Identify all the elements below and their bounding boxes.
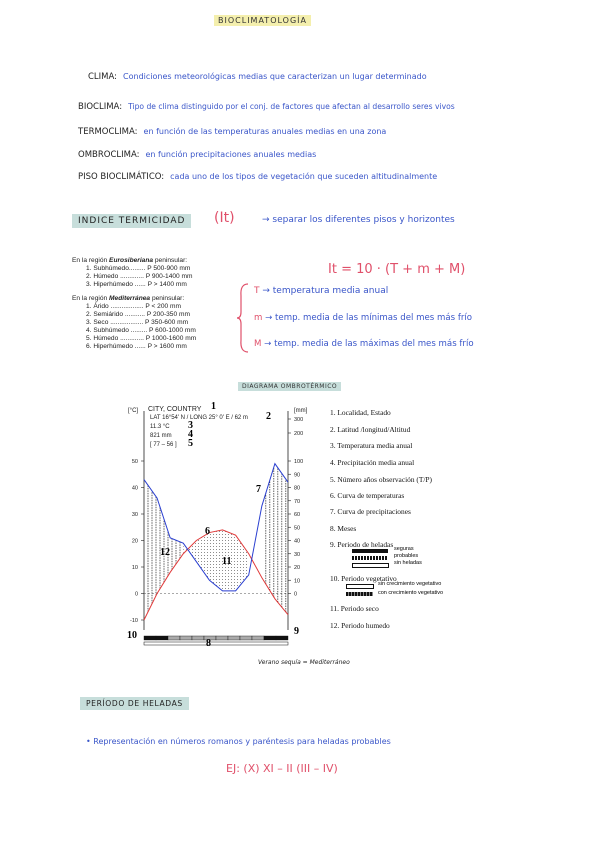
diagram-caption: Verano sequía = Mediterráneo [258,659,350,666]
left-tick-label: -10 [130,618,138,624]
def-term: BIOCLIMA: [78,102,123,112]
month-bar-segment [192,636,204,640]
legend-item: 7. Curva de precipitaciones [330,507,411,516]
med-item: 4. Subhúmedo ......... P 600-1000 mm [86,327,196,334]
med-item: 1. Árido .................. P < 200 mm [86,303,181,310]
veg-swatch-con [346,592,373,596]
def-piso [78,172,437,182]
frost-label: seguras [394,546,414,552]
indice-arrow-text: → separar los diferentes pisos y horizontes [262,215,455,225]
right-tick-label: 300 [294,417,304,423]
euro-item: 3. Hiperhúmedo ...... P > 1400 mm [86,281,187,288]
marker-4: 4 [188,429,193,440]
def-text: Condiciones meteorológicas medias que caracterizan un lugar determinado [123,72,427,81]
right-tick-label: 80 [294,485,301,492]
def-term: TERMOCLIMA: [78,127,138,137]
right-tick-label: 0 [294,591,298,598]
month-bar-segment [240,636,252,640]
month-bar-segment [216,636,228,640]
month-bar-segment [168,636,180,640]
legend-item: 2. Latitud /longitud/Altitud [330,425,411,434]
euro-heading: En la región Eurosiberiana peninsular: [72,257,188,264]
frost-swatch-seguras [352,549,388,553]
euro-item: 1. Subhúmedo......... P 500-900 mm [86,265,191,272]
med-heading: En la región Mediterránea peninsular: [72,295,185,302]
legend-item: 10. Periodo vegetativo [330,574,397,583]
month-bar-segment [276,636,288,640]
chart-coords: LAT 16°54' N / LONG 25° 0' E / 62 m [150,415,248,421]
right-tick-label: 90 [294,472,301,479]
right-tick-label: 100 [294,459,304,465]
frost-label: probables [394,553,419,559]
frost-swatch-sin [352,563,389,568]
euro-item: 2. Húmedo ............. P 900-1400 mm [86,273,193,280]
def-ombroclima [78,150,316,160]
legend-item: 12. Periodo humedo [330,621,390,630]
legend-item: 9. Periodo de heladas [330,540,394,549]
legend-item: 11. Periodo seco [330,604,379,613]
formula-item-m: m → temp. media de las mínimas del mes más frío [254,313,473,323]
marker-12: 12 [160,547,170,558]
heladas-heading: PERÍODO DE HELADAS [80,697,189,710]
legend-item: 6. Curva de temperaturas [330,491,405,500]
veg-label: sin crecimiento vegetativo [378,581,442,587]
med-item: 5. Húmedo ............. P 1000-1600 mm [86,335,197,342]
left-tick-label: 50 [131,459,138,465]
heladas-example: EJ: (X) XI – II (III – IV) [226,762,338,775]
chart-unit-left: [°C] [128,408,139,414]
right-tick-label: 40 [294,538,301,545]
month-bar-segment [144,636,156,640]
legend-item: 4. Precipitación media anual [330,458,415,467]
marker-3: 3 [188,420,193,431]
month-bar-segment [228,636,240,640]
right-tick-label: 30 [294,551,301,558]
left-tick-label: 30 [131,512,138,518]
month-bar-segment [252,636,264,640]
right-tick-label: 50 [294,525,301,532]
veg-label: con crecimiento vegetativo [378,590,444,596]
marker-1: 1 [211,401,216,412]
page-title: BIOCLIMATOLOGÍA [214,15,311,26]
heladas-bullet: • Representación en números romanos y paréntesis para heladas probables [86,737,391,746]
marker-10: 10 [127,630,137,641]
marker-2: 2 [266,411,271,422]
def-text: en función precipitaciones anuales medias [145,150,317,159]
chart-temp: 11.3 °C [150,424,170,430]
formula-brace [236,282,250,354]
month-bar-segment [180,636,192,640]
legend-item: 5. Número años observación (T/P) [330,475,433,484]
marker-11: 11 [222,556,232,567]
right-tick-label: 70 [294,498,301,505]
formula-item-T: T → temperatura media anual [254,286,389,296]
def-termoclima [78,127,386,137]
frost-swatch-probables [352,556,388,560]
med-item: 3. Seco .................. P 350-600 mm [86,319,189,326]
def-term: PISO BIOCLIMÁTICO: [78,172,165,182]
legend-item: 8. Meses [330,524,357,533]
indice-heading: INDICE TERMICIDAD [72,214,191,228]
marker-8: 8 [206,638,211,649]
frost-label: sin heladas [394,560,422,566]
left-tick-label: 0 [134,591,138,598]
vegetative-bar [144,642,288,645]
def-clima [88,72,427,82]
left-tick-label: 40 [131,485,138,492]
med-item: 6. Hiperhúmedo ...... P > 1600 mm [86,343,187,350]
veg-swatch-sin [346,584,374,589]
def-text: Tipo de clima distinguido por el conj. de factores que afectan al desarrollo seres vivos [128,102,455,111]
marker-5: 5 [188,438,193,449]
chart-years: [ 77 – 56 ] [150,442,177,448]
def-text: cada uno de los tipos de vegetación que suceden altitudinalmente [170,172,438,181]
right-tick-label: 20 [294,565,301,571]
left-tick-label: 10 [131,565,138,571]
right-tick-label: 10 [294,578,301,585]
def-bioclima [78,102,455,112]
legend-item: 1. Localidad, Estado [330,408,391,417]
def-term: OMBROCLIMA: [78,150,140,160]
right-tick-label: 60 [294,512,301,518]
chart-unit-right: [mm] [294,408,308,414]
indice-symbol: (It) [214,210,235,226]
marker-6: 6 [205,526,210,537]
med-item: 2. Semiárido ........... P 200-350 mm [86,311,190,318]
right-tick-label: 200 [294,431,304,437]
month-bar-segment [156,636,168,640]
legend-item: 3. Temperatura media anual [330,441,413,450]
def-text: en función de las temperaturas anuales medias en una zona [143,127,387,136]
regions-box [72,257,222,351]
chart-precip: 821 mm [150,433,172,439]
marker-9: 9 [294,626,299,637]
month-bar-segment [264,636,276,640]
marker-7: 7 [256,484,261,495]
chart-station: CITY, COUNTRY [148,406,202,413]
diagram-heading: DIAGRAMA OMBROTÉRMICO [238,382,341,391]
def-term: CLIMA: [88,72,118,82]
formula-main: It = 10 · (T + m + M) [328,262,466,277]
formula-item-M: M → temp. media de las máximas del mes más frío [254,339,474,349]
left-tick-label: 20 [131,538,138,545]
